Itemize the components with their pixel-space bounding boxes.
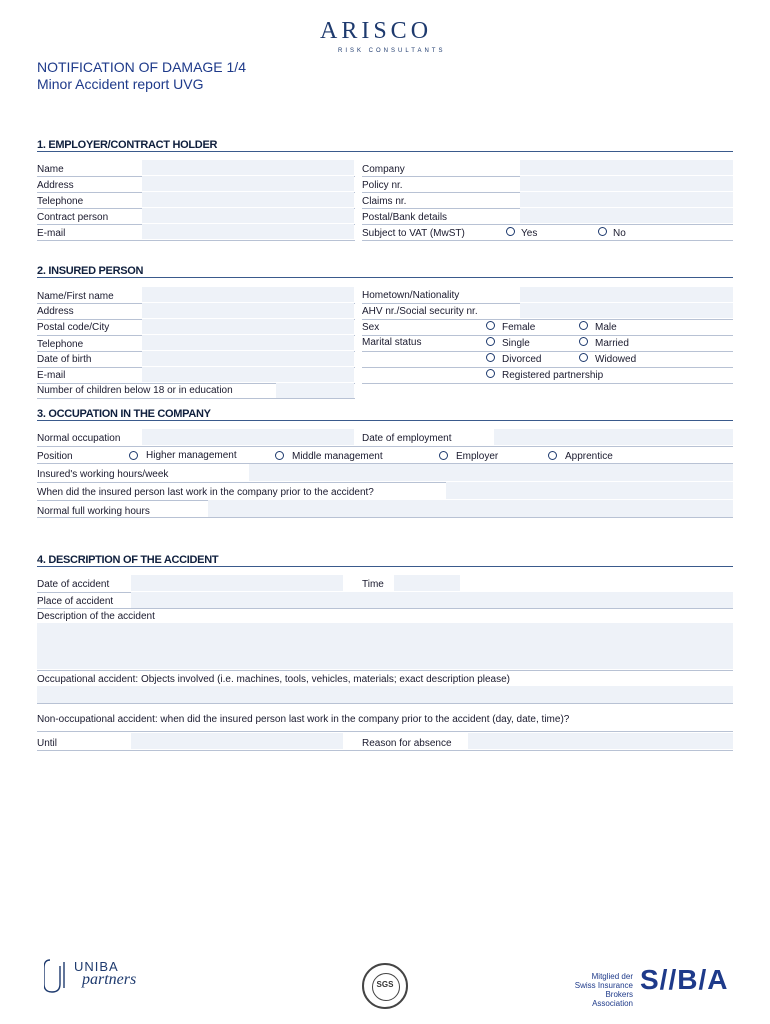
employer-name-field[interactable]: [142, 160, 354, 175]
policy-nr-field[interactable]: [520, 176, 733, 191]
non-occupational-label: Non-occupational accident: when did the insured person last work in the company prior to the accident (day, date, time)?: [37, 714, 570, 725]
accident-time-field[interactable]: [394, 575, 460, 591]
employer-telephone-label: Telephone: [37, 196, 84, 207]
insured-name-field[interactable]: [142, 287, 354, 302]
birth-date-label: Date of birth: [37, 354, 92, 365]
position-middle-label: Middle management: [292, 451, 383, 462]
section-1-rule: [37, 151, 733, 152]
row-divider: [37, 608, 733, 609]
vat-no-label: No: [613, 228, 626, 239]
seal-text: SGS: [376, 980, 394, 989]
employer-email-field[interactable]: [142, 224, 354, 239]
children-field[interactable]: [276, 383, 354, 398]
employer-email-label: E-mail: [37, 228, 66, 239]
normal-occupation-label: Normal occupation: [37, 433, 121, 444]
birth-date-field[interactable]: [142, 351, 354, 366]
title-line-2: Minor Accident report UVG: [37, 76, 204, 92]
row-divider: [37, 703, 733, 704]
vat-yes-radio[interactable]: [506, 227, 515, 236]
vat-no-radio[interactable]: [598, 227, 607, 236]
position-apprentice-radio[interactable]: [548, 451, 557, 460]
row-divider: [37, 446, 733, 447]
insured-telephone-label: Telephone: [37, 339, 84, 350]
row-divider: [362, 224, 733, 225]
position-middle-radio[interactable]: [275, 451, 284, 460]
postal-bank-label: Postal/Bank details: [362, 212, 448, 223]
employer-address-label: Address: [37, 180, 74, 191]
sex-female-radio[interactable]: [486, 321, 495, 330]
company-label: Company: [362, 164, 405, 175]
siba-membership-text: [548, 972, 633, 1008]
last-work-field[interactable]: [446, 482, 733, 499]
contract-person-field[interactable]: [142, 208, 354, 223]
arisco-logo-subtitle: RISK CONSULTANTS: [338, 48, 446, 54]
absence-reason-label: Reason for absence: [362, 738, 452, 749]
accident-place-field[interactable]: [131, 592, 733, 608]
marital-single-label: Single: [502, 338, 530, 349]
marital-registered-label: Registered partnership: [502, 370, 604, 381]
row-divider: [37, 750, 733, 751]
company-field[interactable]: [520, 160, 733, 175]
section-2-rule: [37, 277, 733, 278]
section-4-title: 4. DESCRIPTION OF THE ACCIDENT: [37, 554, 219, 566]
position-employer-label: Employer: [456, 451, 499, 462]
accident-description-label: Description of the accident: [37, 611, 155, 622]
ahv-field[interactable]: [520, 303, 733, 318]
until-field[interactable]: [131, 733, 343, 749]
uniba-logo-top: UNIBA: [74, 959, 119, 974]
arisco-logo: ARISCO: [320, 18, 433, 44]
page-title: [37, 59, 246, 93]
until-label: Until: [37, 738, 58, 749]
working-hours-field[interactable]: [249, 464, 733, 481]
hometown-label: Hometown/Nationality: [362, 290, 460, 301]
contract-person-label: Contract person: [37, 212, 109, 223]
position-employer-radio[interactable]: [439, 451, 448, 460]
insured-email-label: E-mail: [37, 370, 66, 381]
row-divider: [37, 517, 733, 518]
marital-widowed-radio[interactable]: [579, 353, 588, 362]
marital-divorced-radio[interactable]: [486, 353, 495, 362]
row-divider: [37, 240, 355, 241]
row-divider: [362, 335, 733, 336]
marital-married-label: Married: [595, 338, 629, 349]
insured-name-label: Name/First name: [37, 291, 114, 302]
sex-male-label: Male: [595, 322, 617, 333]
normal-full-hours-field[interactable]: [208, 500, 733, 517]
accident-date-field[interactable]: [131, 575, 343, 591]
ahv-label: AHV nr./Social security nr.: [362, 306, 478, 317]
occupational-field[interactable]: [37, 686, 733, 703]
marital-married-radio[interactable]: [579, 337, 588, 346]
insured-address-field[interactable]: [142, 303, 354, 318]
marital-widowed-label: Widowed: [595, 354, 637, 365]
children-label: Number of children below 18 or in education: [37, 385, 233, 396]
insured-telephone-field[interactable]: [142, 335, 354, 350]
absence-reason-field[interactable]: [468, 733, 733, 749]
section-1-title: 1. EMPLOYER/CONTRACT HOLDER: [37, 139, 218, 151]
siba-logo: S//B/A: [640, 964, 729, 995]
row-divider: [362, 383, 733, 384]
employer-address-field[interactable]: [142, 176, 354, 191]
position-apprentice-label: Apprentice: [565, 451, 613, 462]
row-divider: [362, 319, 733, 320]
postal-city-field[interactable]: [142, 319, 354, 334]
date-employment-label: Date of employment: [362, 433, 452, 444]
position-higher-label: Higher management: [146, 450, 237, 461]
accident-place-label: Place of accident: [37, 596, 114, 607]
employer-telephone-field[interactable]: [142, 192, 354, 207]
normal-occupation-field[interactable]: [142, 429, 354, 445]
last-work-label: When did the insured person last work in the company prior to the accident?: [37, 487, 374, 498]
position-higher-radio[interactable]: [129, 451, 138, 460]
marital-status-label: Marital status: [362, 337, 422, 348]
marital-divorced-label: Divorced: [502, 354, 542, 365]
siba-sub-line-3: Association: [592, 999, 633, 1008]
claims-nr-field[interactable]: [520, 192, 733, 207]
section-4-rule: [37, 566, 733, 567]
policy-nr-label: Policy nr.: [362, 180, 403, 191]
marital-single-radio[interactable]: [486, 337, 495, 346]
vat-yes-label: Yes: [521, 228, 538, 239]
accident-description-field[interactable]: [37, 623, 733, 669]
section-3-title: 3. OCCUPATION IN THE COMPANY: [37, 408, 211, 420]
claims-nr-label: Claims nr.: [362, 196, 407, 207]
normal-full-hours-label: Normal full working hours: [37, 506, 150, 517]
section-3-rule: [37, 420, 733, 421]
certification-seal: [362, 963, 408, 1009]
position-label: Position: [37, 451, 73, 462]
row-divider: [362, 367, 733, 368]
insured-email-field[interactable]: [142, 367, 354, 382]
sex-label: Sex: [362, 322, 380, 333]
siba-sub-line-2: Swiss Insurance Brokers: [574, 981, 633, 999]
accident-date-label: Date of accident: [37, 579, 110, 590]
row-divider: [362, 240, 733, 241]
insured-address-label: Address: [37, 306, 74, 317]
row-divider: [362, 351, 733, 352]
siba-sub-line-1: Mitglied der: [591, 972, 633, 981]
section-2-title: 2. INSURED PERSON: [37, 265, 144, 277]
accident-time-label: Time: [362, 579, 384, 590]
row-divider: [37, 398, 355, 399]
sex-female-label: Female: [502, 322, 536, 333]
postal-bank-field[interactable]: [520, 208, 733, 223]
vat-label: Subject to VAT (MwST): [362, 228, 465, 239]
hometown-field[interactable]: [520, 287, 733, 302]
row-divider: [37, 670, 733, 671]
row-divider: [37, 731, 733, 732]
title-line-1: NOTIFICATION OF DAMAGE 1/4: [37, 59, 246, 75]
date-employment-field[interactable]: [494, 429, 733, 445]
uniba-logo-bottom: partners: [82, 971, 137, 988]
employer-name-label: Name: [37, 164, 64, 175]
occupational-label: Occupational accident: Objects involved (i.e. machines, tools, vehicles, materials; exact description please): [37, 674, 511, 685]
sex-male-radio[interactable]: [579, 321, 588, 330]
marital-registered-radio[interactable]: [486, 369, 495, 378]
working-hours-label: Insured's working hours/week: [37, 469, 169, 480]
postal-city-label: Postal code/City: [37, 322, 110, 333]
